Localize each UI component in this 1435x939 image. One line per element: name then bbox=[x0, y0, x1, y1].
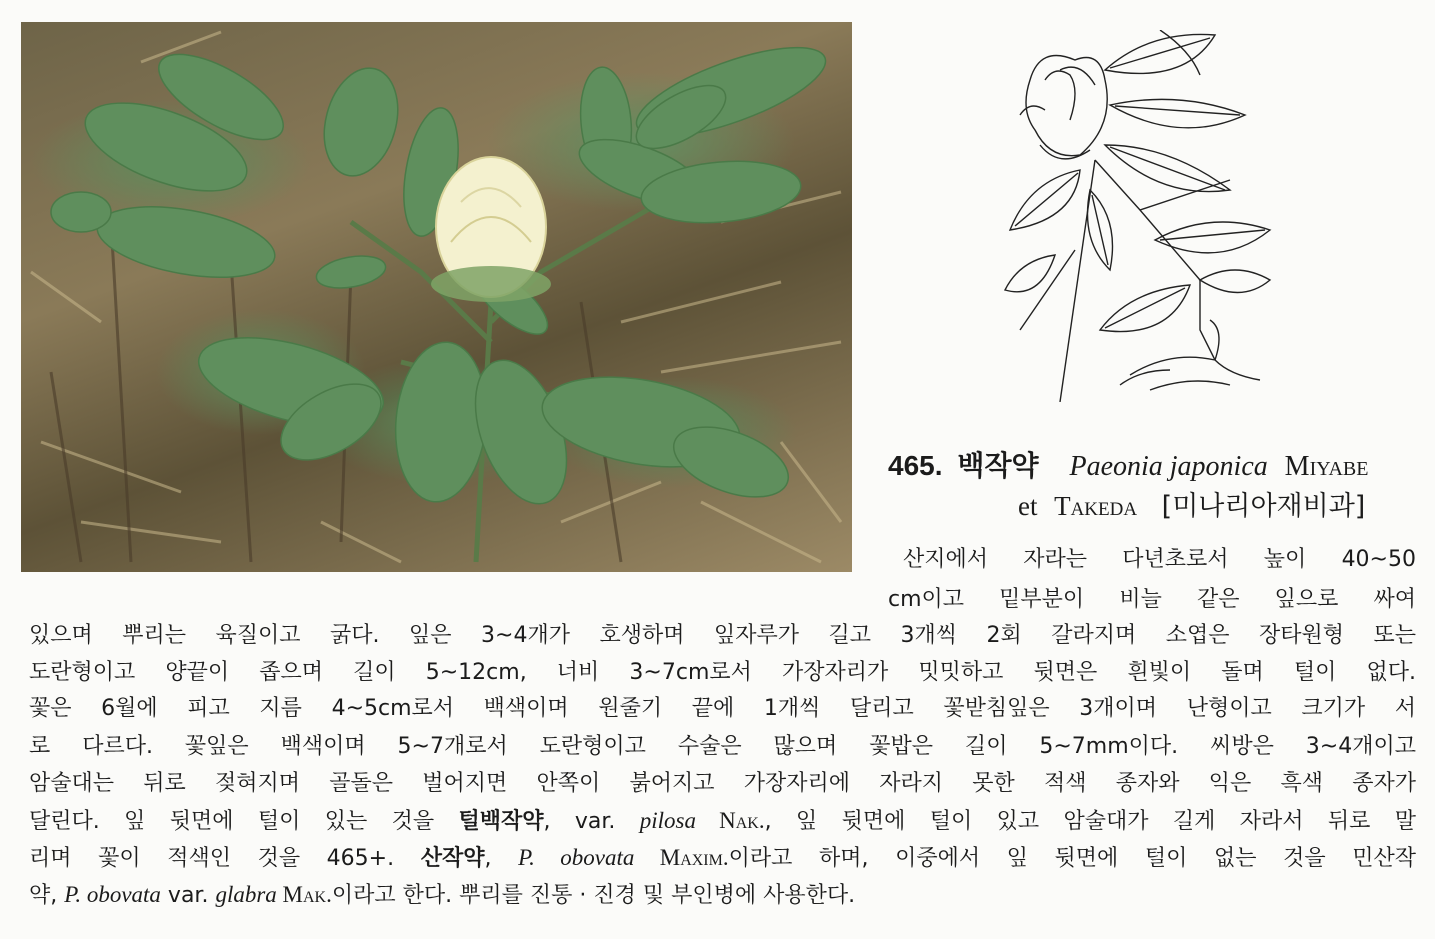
author-conjunction: et bbox=[1018, 491, 1038, 521]
description-line: 로 다르다. 꽃잎은 백색이며 5~7개로서 도란형이고 수술은 많으며 꽃밥은 길이 5~7mm이다. 씨방은 3~4개이고 bbox=[29, 734, 1416, 759]
scientific-name: Paeonia japonica bbox=[1069, 451, 1268, 482]
entry-heading bbox=[888, 444, 1418, 480]
author-abbrev: Nak. bbox=[696, 808, 765, 833]
description-line: 있으며 뿌리는 육질이고 굵다. 잎은 3~4개가 호생하며 잎자루가 길고 3개씩 2회 갈라지며 소엽은 장타원형 또는 bbox=[29, 623, 1416, 648]
text-run: 리며 꽃이 적색인 것을 465+. bbox=[29, 846, 421, 871]
related-species-scientific: P. obovata bbox=[64, 882, 161, 907]
description-line: cm이고 밑부분이 비늘 같은 잎으로 싸여 bbox=[888, 587, 1416, 612]
variety-epithet: pilosa bbox=[639, 808, 697, 833]
description-line: 암술대는 뒤로 젖혀지며 골돌은 벌어지면 안쪽이 붉어지고 가장자리에 자라지 못한 적색 종자와 익은 흑색 종자가 bbox=[29, 771, 1416, 796]
author-name: Miyabe bbox=[1284, 451, 1369, 482]
botanical-drawing-illustration bbox=[1000, 30, 1276, 402]
variety-epithet: glabra bbox=[215, 882, 277, 907]
related-species-name: 산작약 bbox=[420, 846, 485, 871]
family-name: [미나리아재비과] bbox=[1161, 491, 1366, 522]
korean-name: 백작약 bbox=[957, 449, 1039, 482]
plant-photo bbox=[21, 22, 852, 572]
plant-photo-illustration bbox=[21, 22, 852, 572]
text-run: 달린다. 잎 뒷면에 털이 있는 것을 bbox=[29, 809, 459, 834]
text-run: , bbox=[484, 846, 519, 871]
description-line: 산지에서 자라는 다년초로서 높이 40~50 bbox=[903, 547, 1416, 572]
variety-name: 털백작약 bbox=[458, 809, 544, 834]
related-species-scientific: P. obovata bbox=[518, 845, 635, 870]
description-line: 도란형이고 양끝이 좁으며 길이 5~12cm, 너비 3~7cm로서 가장자리가 밋밋하고 뒷면은 흰빛이 돌며 털이 없다. bbox=[29, 660, 1416, 685]
description-line-last bbox=[29, 878, 1069, 912]
author-abbrev: Mak. bbox=[276, 882, 332, 907]
author-name-second: Takeda bbox=[1054, 491, 1138, 521]
author-abbrev: Maxim. bbox=[634, 845, 729, 870]
entry-number: 465. bbox=[888, 450, 943, 481]
description-line bbox=[29, 841, 1416, 875]
botanical-drawing bbox=[1000, 30, 1276, 402]
text-run: 약, bbox=[29, 883, 65, 908]
description-line: 꽃은 6월에 피고 지름 4~5cm로서 백색이며 원줄기 끝에 1개씩 달리고 꽃받침잎은 3개이며 난형이고 크기가 서 bbox=[29, 696, 1416, 721]
description-line bbox=[29, 804, 1416, 838]
text-run: 이라고 하며, 이중에서 잎 뒷면에 털이 없는 것을 민산작 bbox=[728, 846, 1416, 871]
text-run: 이라고 한다. 뿌리를 진통 · 진경 및 부인병에 사용한다. bbox=[331, 883, 856, 908]
entry-heading-continued bbox=[1018, 484, 1418, 520]
text-run: , 잎 뒷면에 털이 있고 암술대가 길게 자라서 뒤로 말 bbox=[764, 809, 1416, 834]
text-run: var. bbox=[160, 883, 216, 908]
text-run: , var. bbox=[543, 809, 640, 834]
